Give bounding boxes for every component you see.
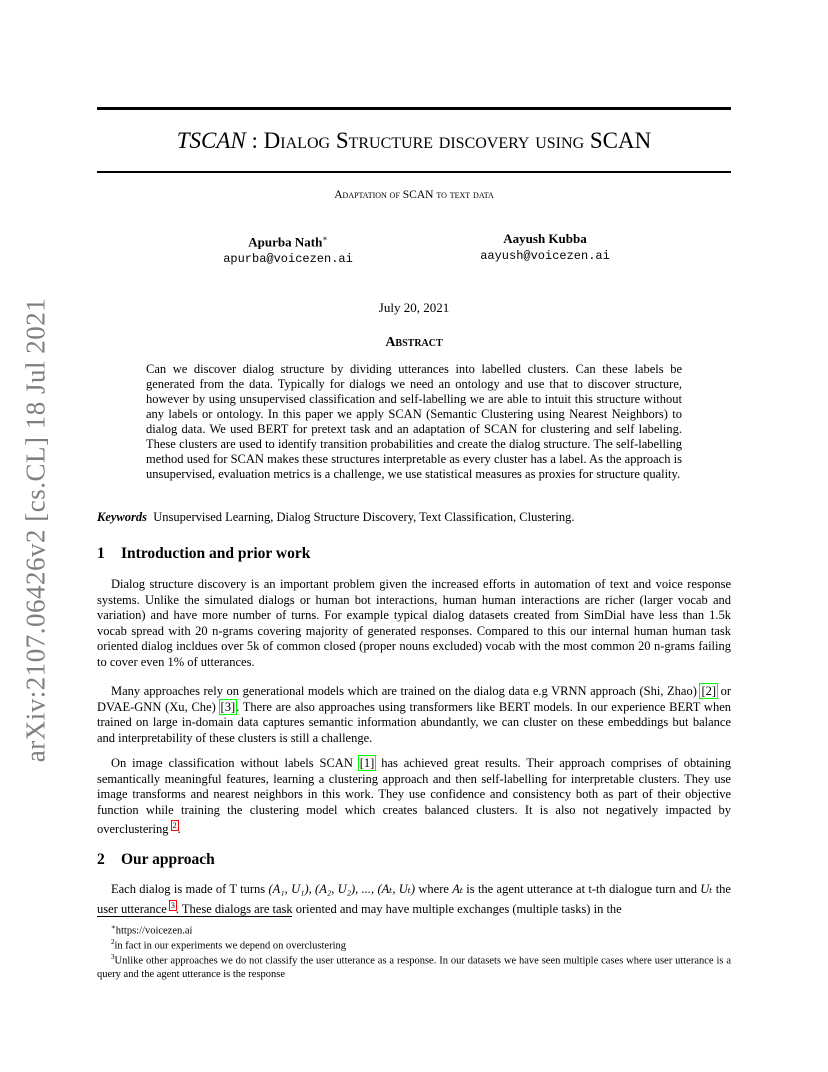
footnote-1: ∗https://voicezen.ai [111,923,193,937]
citation-link-1[interactable]: [1] [359,756,375,770]
author-1-email: apurba@voicezen.ai [223,252,353,267]
keywords: Keywords Unsupervised Learning, Dialog Structure Discovery, Text Classification, Clustering. [97,510,575,524]
section-1-paragraph-3: On image classification without labels SCAN [1] has achieved great results. Their approach comprises of obtaining semantically meaningful features, learning a clustering approach and then self-labelling for interpretable clusters. They use image transforms and nearest neighbors in this work. They use confidence and consistency both as part of their objective function while training the clustering model which creates balanced clusters. It is also not negatively impacted by overclustering $^2$. [97,756,731,837]
section-1-paragraph-1: Dialog structure discovery is an important problem given the increased efforts in automation of text and voice response systems. Unlike the simulated dialogs or human bot interactions, human human interactions are richer (larger vocab and variation) and have more number of turns. For example typical dialog datasets created from SimDial have less than 1.5k vocab spread with 20 n-grams covering majority of generated responses. Compared to this our internal human human task oriented dialog incldues over 5k of common closed (proper nouns excluded) vocab with the most common 20 n-grams failing to cover even 1% of utterances. [97,577,731,669]
section-2-heading: 2 Our approach [97,851,215,868]
author-1: Apurba Nath∗ apurba@voicezen.ai [223,234,353,267]
paper-date: July 20, 2021 [378,300,450,315]
paper-subtitle: Adaptation of SCAN to text data [334,189,494,201]
section-1-heading: 1 Introduction and prior work [97,545,311,562]
title-bottom-rule [97,171,731,173]
author-2-email: aayush@voicezen.ai [480,249,610,263]
abstract-text: Can we discover dialog structure by dividing utterances into labelled clusters. Can these labels be generated from the data. Typically for dialogs we need an ontology and use that to discover structure, however by using unsupervised classification and self-labelling we are able to intuit this structure without any labels or ontology. In this paper we apply SCAN (Semantic Clustering using Nearest Neighbors) to dialog data. We used BERT for pretext task and an adaptation of SCAN for clustering and self labeling. These clusters are used to identify transition probabilities and create the dialog structure. The self-labelling method used for SCAN makes these structures interpretable as every cluster has a label. As the approach is unsupervised, evaluation metrics is a challenge, we use statistical measures as proxies for structure quality. [146,362,682,481]
citation-link-3[interactable]: [3] [220,699,236,714]
abstract-heading: Abstract [385,335,443,350]
footnote-link-2[interactable]: 2 [172,821,177,831]
citation-link-2[interactable]: [2] [701,684,717,698]
footnote-rule [97,916,292,917]
footnote-3: $^3$Unlike other approaches we do not classify the user utterance as a response. In our datasets we have seen multiple cases where user utterance is a query and the agent utterance is the response [97,953,731,980]
section-1-paragraph-2: Many approaches rely on generational models which are trained on the dialog data e.g VRNN approach (Shi, Zhao) [2] or DVAE-GNN (Xu, Che) [3]. There are also approaches using transformers like BERT models. In our experience BERT when trained on large in-domain data captures semantic information abundantly, we can cluster on these embeddings but balance and interpretability of these clusters is still a challenge. [97,684,732,745]
footnote-link-3[interactable]: 3 [170,900,175,910]
section-2-paragraph-1: Each dialog is made of T turns (A₁, U₁), (A₂, U₂), ..., (Aₜ, Uₜ) where Aₜ is the agent utterance at t-th dialogue turn and Uₜ the user utterance $^3$. These dialogs are task oriented and may have multiple exchanges (multiple tasks) in the [97,882,731,916]
paper-title: TSCAN : Dialog Structure discovery using SCAN [176,128,652,153]
author-2: Aayush Kubba aayush@voicezen.ai [480,231,610,263]
top-rule [97,107,731,110]
footnote-2: $^2$in fact in our experiments we depend on overclustering [111,938,347,952]
